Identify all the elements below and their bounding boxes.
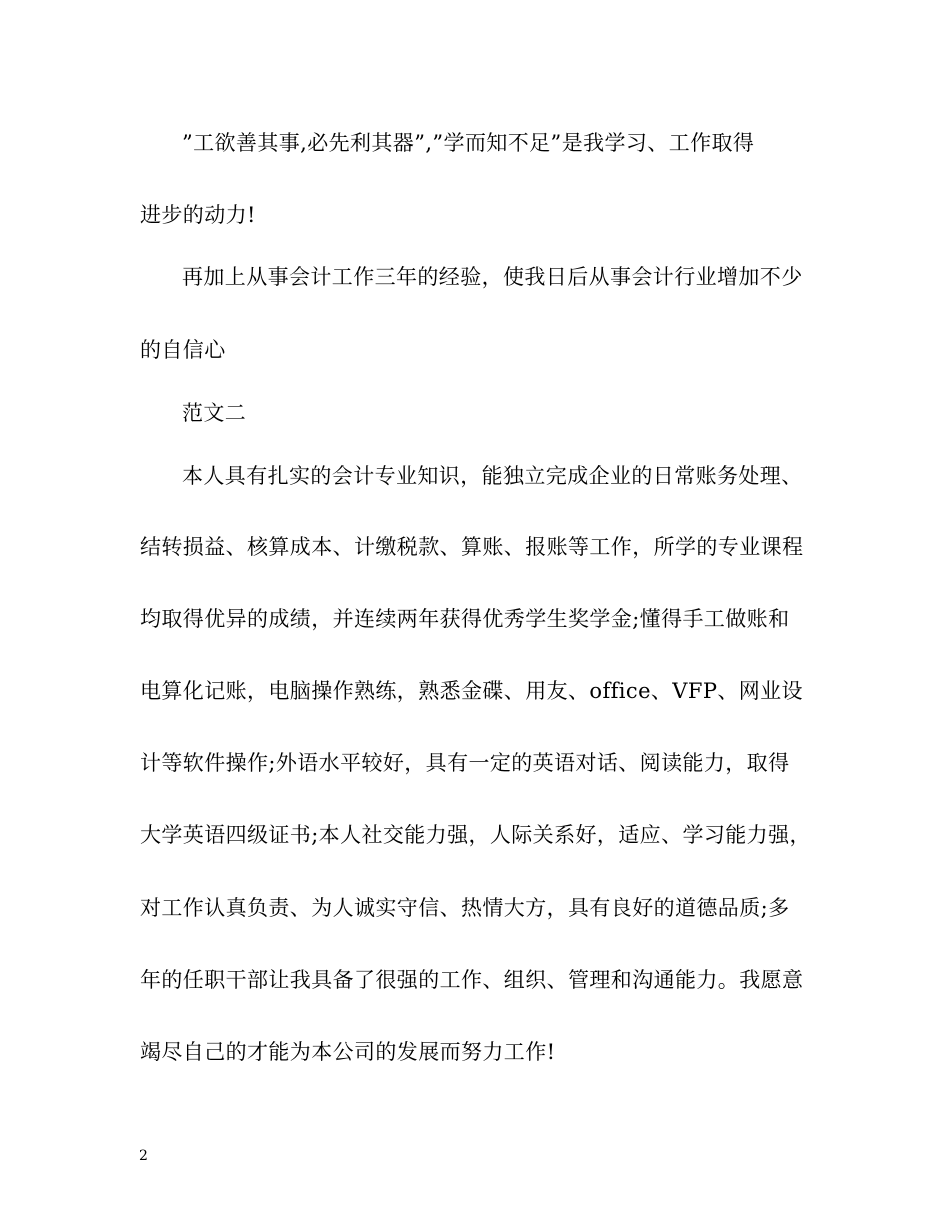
paragraph-line: 进步的动力!: [140, 203, 256, 227]
paragraph-line: 结转损益、核算成本、计缴税款、算账、报账等工作，所学的专业课程: [140, 535, 804, 559]
paragraph-line: 的自信心: [140, 338, 226, 362]
paragraph-line: 大学英语四级证书;本人社交能力强，人际关系好，适应、学习能力强，: [140, 823, 811, 847]
paragraph-line: 年的任职干部让我具备了很强的工作、组织、管理和沟通能力。我愿意: [140, 968, 804, 992]
paragraph-line: 计等软件操作;外语水平较好，具有一定的英语对话、阅读能力，取得: [140, 751, 790, 775]
paragraph-line: 本人具有扎实的会计专业知识，能独立完成企业的日常账务处理、: [182, 464, 803, 488]
paragraph-line: 均取得优异的成绩，并连续两年获得优秀学生奖学金;懂得手工做账和: [140, 607, 790, 631]
paragraph-line: ”工欲善其事,必先利其器”,”学而知不足”是我学习、工作取得: [182, 131, 755, 155]
section-heading: 范文二: [182, 401, 247, 425]
page-number: 2: [139, 1148, 148, 1164]
paragraph-line: 对工作认真负责、为人诚实守信、热情大方，具有良好的道德品质;多: [140, 896, 790, 920]
paragraph-line: 再加上从事会计工作三年的经验，使我日后从事会计行业增加不少: [182, 265, 803, 289]
paragraph-line: 电算化记账，电脑操作熟练，熟悉金碟、用友、office、VFP、网业设: [140, 679, 803, 703]
paragraph-line: 竭尽自己的才能为本公司的发展而努力工作!: [140, 1040, 556, 1064]
